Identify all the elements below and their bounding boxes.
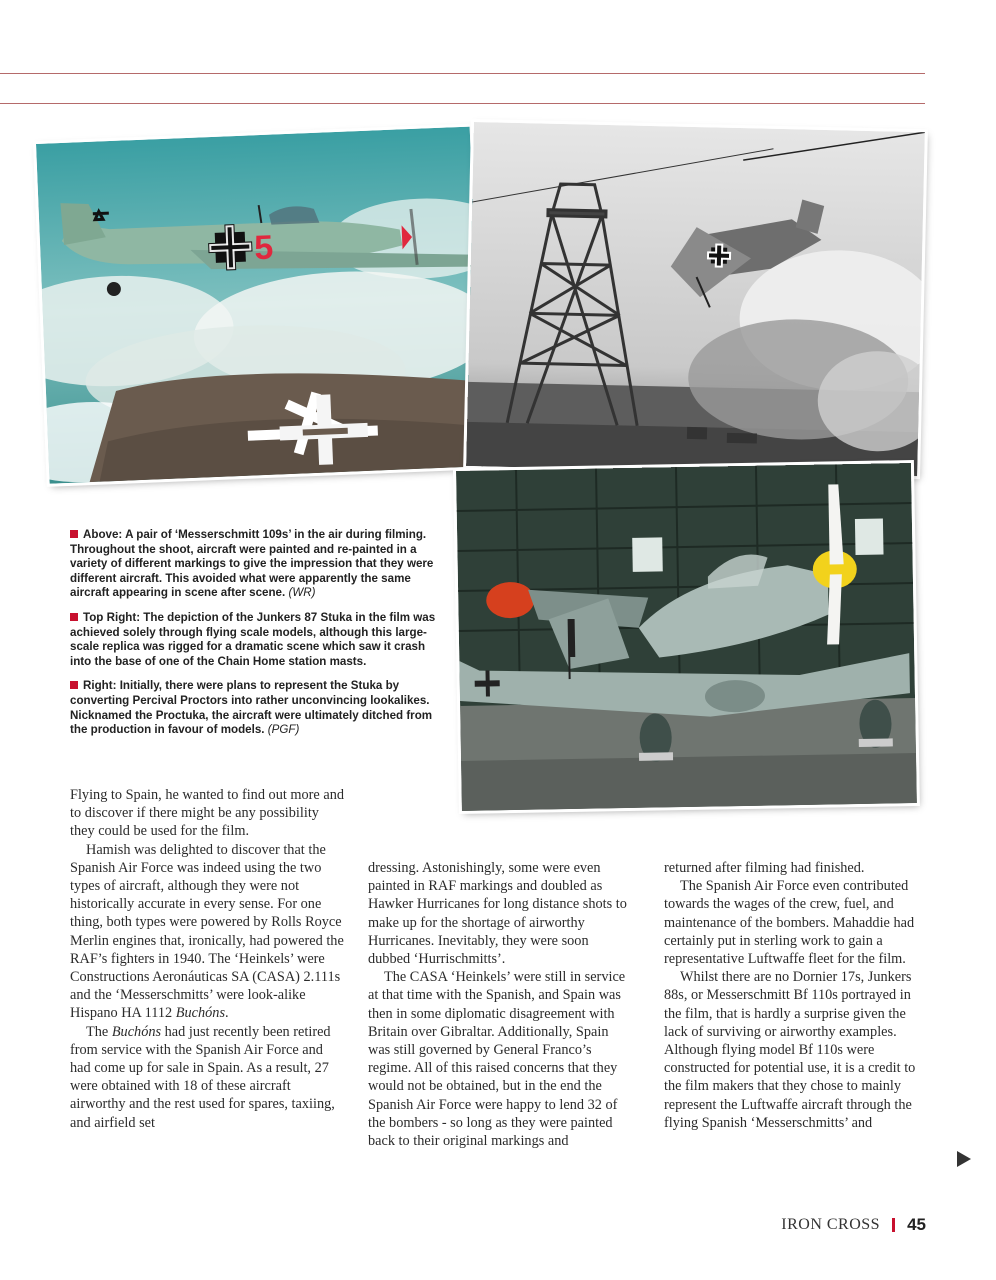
header-rule-bottom: [0, 103, 925, 104]
caption-above-text: Above: A pair of ‘Messerschmitt 109s’ in the air during filming. Throughout the shoot, aircraft were painted and re-painted in a variety of different markings to give the impression that they were different aircraft. This avoided what were apparently the same aircraft appearing in scene after scene.: [70, 528, 434, 600]
paragraph: Flying to Spain, he wanted to find out more and to discover if there might be any possibility they could be used for the film.: [70, 787, 344, 840]
paragraph: returned after filming had finished.: [664, 860, 865, 876]
header-rule-top: [0, 73, 925, 74]
paragraph: Whilst there are no Dornier 17s, Junkers 88s, or Messerschmitt Bf 110s portrayed in the film, that is hardly a surprise given the lack of surviving or airworthy examples. Although flying model Bf 110s were constructed for potential use, it is a credit to the film makers that they chose to mainly represent the Luftwaffe aircraft through the flying Spanish ‘Messerschmitts’ and: [664, 969, 916, 1131]
page-number: 45: [907, 1215, 926, 1234]
photo-captions: [70, 528, 448, 748]
article-column-1: [70, 786, 345, 1132]
caption-above: [70, 528, 448, 601]
paragraph: The CASA ‘Heinkels’ were still in service at that time with the Spanish, and Spain was then in some diplomatic disagreement with Britain over Gibraltar. Additionally, Spain was still governed by General Franco’s regime. All of this raised concerns that they would not be obtained, but in the end the Spanish Air Force were happy to lend 32 of the bombers - so long as they were painted back to their original markings and: [368, 969, 626, 1150]
photo-messerschmitt-flight: [36, 127, 483, 484]
caption-right: [70, 679, 448, 737]
page-footer: [781, 1215, 926, 1235]
caption-top-right-text: Top Right: The depiction of the Junkers 87 Stuka in the film was achieved solely through flying scale models, although this large-scale replica was rigged for a dramatic scene which saw it crash into the base of one of the Chain Home station masts.: [70, 610, 436, 668]
footer-divider: [892, 1218, 895, 1232]
photo-proctuka-hangar: [456, 463, 917, 811]
magazine-title: IRON CROSS: [781, 1216, 881, 1233]
caption-credit: (PGF): [267, 723, 300, 737]
svg-text:5: 5: [253, 228, 275, 268]
caption-top-right: [70, 611, 448, 669]
photo-stuka-crash: [466, 122, 925, 476]
caption-right-text: Right: Initially, there were plans to represent the Stuka by converting Percival Proctors into rather unconvincing lookalikes. Nicknamed the Proctuka, the aircraft were ultimately ditched from the production in favour of models.: [70, 679, 433, 737]
paragraph: The Buchóns had just recently been retired from service with the Spanish Air Force and had come up for sale in Spain. As a result, 27 were obtained with 18 of these aircraft airworthy and the rest used for spares, taxiing, and airfield set: [70, 1023, 335, 1131]
caption-bullet-icon: [70, 530, 78, 538]
article-column-2: [368, 859, 630, 1150]
article-column-3: [664, 859, 926, 1132]
continue-arrow-icon: [957, 1151, 971, 1167]
paragraph: dressing. Astonishingly, some were even painted in RAF markings and doubled as Hawker Hurricanes for long distance shots to make up for the shortage of airworthy Hurricanes. Inevitably, they were soon dubbed ‘Hurrischmitts’.: [368, 860, 627, 968]
caption-credit: (WR): [288, 586, 316, 600]
caption-bullet-icon: [70, 613, 78, 621]
paragraph: The Spanish Air Force even contributed towards the wages of the crew, fuel, and maintenance of the bombers. Mahaddie had certainly put in sterling work to gain a representative Luftwaffe fleet for the film.: [664, 878, 915, 968]
caption-bullet-icon: [70, 681, 78, 689]
paragraph: Hamish was delighted to discover that the Spanish Air Force was indeed using the two types of aircraft, although they were not historically accurate in every sense. For one thing, both types were powered by Rolls Royce Merlin engines that, ironically, had powered the RAF’s fighters in 1940. The ‘Heinkels’ were Constructions Aeronáuticas SA (CASA) 2.111s and the ‘Messerschmitts’ were look-alike Hispano HA 1112 Buchóns.: [70, 841, 344, 1022]
